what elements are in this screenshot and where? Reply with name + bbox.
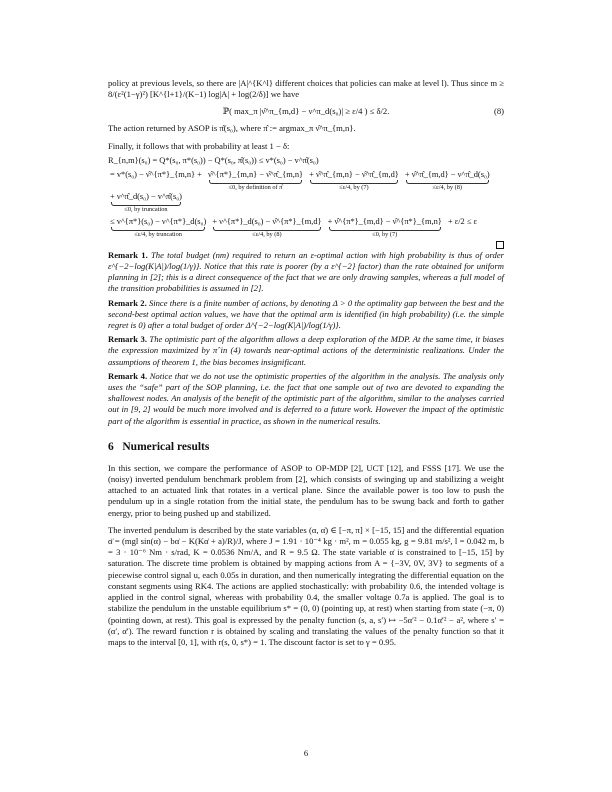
derivation-line-2-start: = v*(s₀) − ν̂^{π*}_{m,n} + (110, 169, 202, 179)
equation-8-number: (8) (493, 106, 504, 117)
results-paragraph-1: In this section, we compare the performance of ASOP to OP-MDP [2], UCT [12], and FSSS [17]. We use the (noisy) inverted pendulum benchmark problem from [2], which consists of swinging up and stabilizing a weight attached to an actuated link that rotates in a vertical plane. Since the available power is too low to push the pendulum up in a single rotation from the initial state, the pendulum has to be swung back and forth to gather energy, prior to being pushed up and stabilized. (108, 462, 504, 518)
derivation-term: + ν̂^π̂_{m,d} − ν^π̂_d(s₀) ≤ε/4, by (8) (404, 169, 490, 191)
page-content (108, 78, 504, 648)
derivation-line-3 (108, 216, 504, 238)
probability-paragraph: Finally, it follows that with probability at least 1 − δ: (108, 140, 290, 151)
derivation-line-3-end: + ε/2 ≤ ε (447, 216, 478, 226)
action-returned-paragraph: The action returned by ASOP is π̂(s₀), where π̂ := argmax_π ν̂^π_{m,n}. (108, 123, 356, 134)
derivation-term: ν̂^{π*}_{m,n} − ν̂^π̂_{m,n} ≤0, by definition of π̂ (207, 169, 304, 191)
equation-8-body: ℙ( max_π |ν̂^π_{m,d} − ν^π_d(s₀)| ≥ ε/4 ) ≤ δ/2. (222, 106, 390, 117)
remark-1: Remark 1. The total budget (nm) required to return an ε-optimal action with high probability is thus of order ε^{−2−log(K|A|)/log(1/γ)}. Notice that this rate is poorer (by a ε^{−2} factor) than the rate obtained for uniform planning in [2]; this is a direct consequence of the fact that we are only drawing samples, whereas a full model of the transition probabilities is assumed in [2]. (108, 249, 504, 294)
regret-derivation (108, 155, 504, 238)
intro-paragraph: policy at previous levels, so there are |A|^{K^l} different choices that policies can make at level l). Thus since m ≥ 8/(ε²(1−γ)²) [K^{l+1}/(K−1) log|A| + log(2/δ)] we have (108, 78, 504, 100)
remark-3: Remark 3. The optimistic part of the algorithm allows a deep exploration of the MDP. At the same time, it biases the expression maximized by π̂ in (4) towards near-optimal actions of the deterministic realizations. Under the assumptions of theorem 1, the bias becomes insignificant. (108, 334, 504, 367)
section-heading: 6 Numerical results (108, 440, 210, 453)
qed-square-icon (496, 241, 504, 249)
derivation-term: + ν̂^{π*}_{m,d} − ν̂^{π*}_{m,n} ≤0, by (7) (327, 216, 442, 238)
derivation-line-2 (108, 169, 504, 213)
remark-4: Remark 4. Notice that we do not use the optimistic properties of the algorithm in the analysis. The analysis only uses the “safe” part of the SOP planning, i.e. the fact that one sample out of two are devoted to expanding the shallowest nodes. An analysis of the benefit of the optimistic part of the algorithm, similar to the analyses carried out in [9, 2] would be much more involved and is deferred to a future work. However the impact of the optimistic part of the algorithm is essential in practice, as shown in the numerical results. (108, 370, 504, 426)
derivation-line-1: R_{n,m}(s₀) = Q*(s₀, π*(s₀)) − Q*(s₀, π̂(s₀)) ≤ v*(s₀) − v^π̂(s₀) (108, 155, 319, 165)
remark-2: Remark 2. Since there is a finite number of actions, by denoting Δ > 0 the optimality gap between the best and the second-best optimal action values, we have that the optimal arm is identified (in high probability) (i.e. the simple regret is 0) after a total budget of order Δ^{−2−log(K|A|)/log(1/γ)}. (108, 297, 504, 331)
derivation-term: + ν̂^π̂_{m,n} − ν̂^π̂_{m,d} ≤ε/4, by (7) (309, 169, 399, 191)
results-paragraph-2: The inverted pendulum is described by the state variables (α, α̇) ∈ [−π, π] × [−15, 15] and the differential equation α̈ = (mgl sin(α) − bα̇ − K(Kα̇ + a)/R)/J, where J = 1.91 · 10⁻⁴ kg · m², m = 0.055 kg, g = 9.81 m/s², l = 0.042 m, b = 3 · 10⁻⁶ Nm · s/rad, K = 0.0536 Nm/A, and R = 9.5 Ω. The state variable α̇ is constrained to [−15, 15] by saturation. The discrete time problem is obtained by mapping actions from A = {−3V, 0V, 3V} to segments of a piecewise control signal u, each 0.05s in duration, and then numerically integrating the differential equation on the constant segments using RK4. The actions are applied stochastically: with probability 0.6, the intended voltage is applied in the control signal, whereas with probability 0.4, the smaller voltage 0.7a is applied. The goal is to stabilize the pendulum in the unstable equilibrium s* = (0, 0) (pointing up, at rest) when starting from state (−π, 0) (pointing down, at rest). This goal is expressed by the penalty function (s, a, s′) ↦ −5α′² − 0.1α̇′² − a², where s′ = (α′, α̇′). The reward function r is obtained by scaling and translating the values of the penalty function so that it maps to the interval [0, 1], with r(s, 0, s*) = 1. The discount factor is set to γ = 0.95. (108, 524, 504, 647)
derivation-term: + ν^{π*}_d(s₀) − ν̂^{π*}_{m,d} ≤ε/4, by (8) (212, 216, 322, 238)
derivation-term: ≤ v^{π*}(s₀) − ν^{π*}_d(s₀) ≤ε/4, by truncation (110, 216, 207, 238)
equation-8 (108, 106, 504, 117)
page-number: 6 (303, 748, 309, 758)
derivation-term: + ν^π̂_d(s₀) − v^π̂(s₀) ≤0, by truncation (110, 191, 182, 213)
